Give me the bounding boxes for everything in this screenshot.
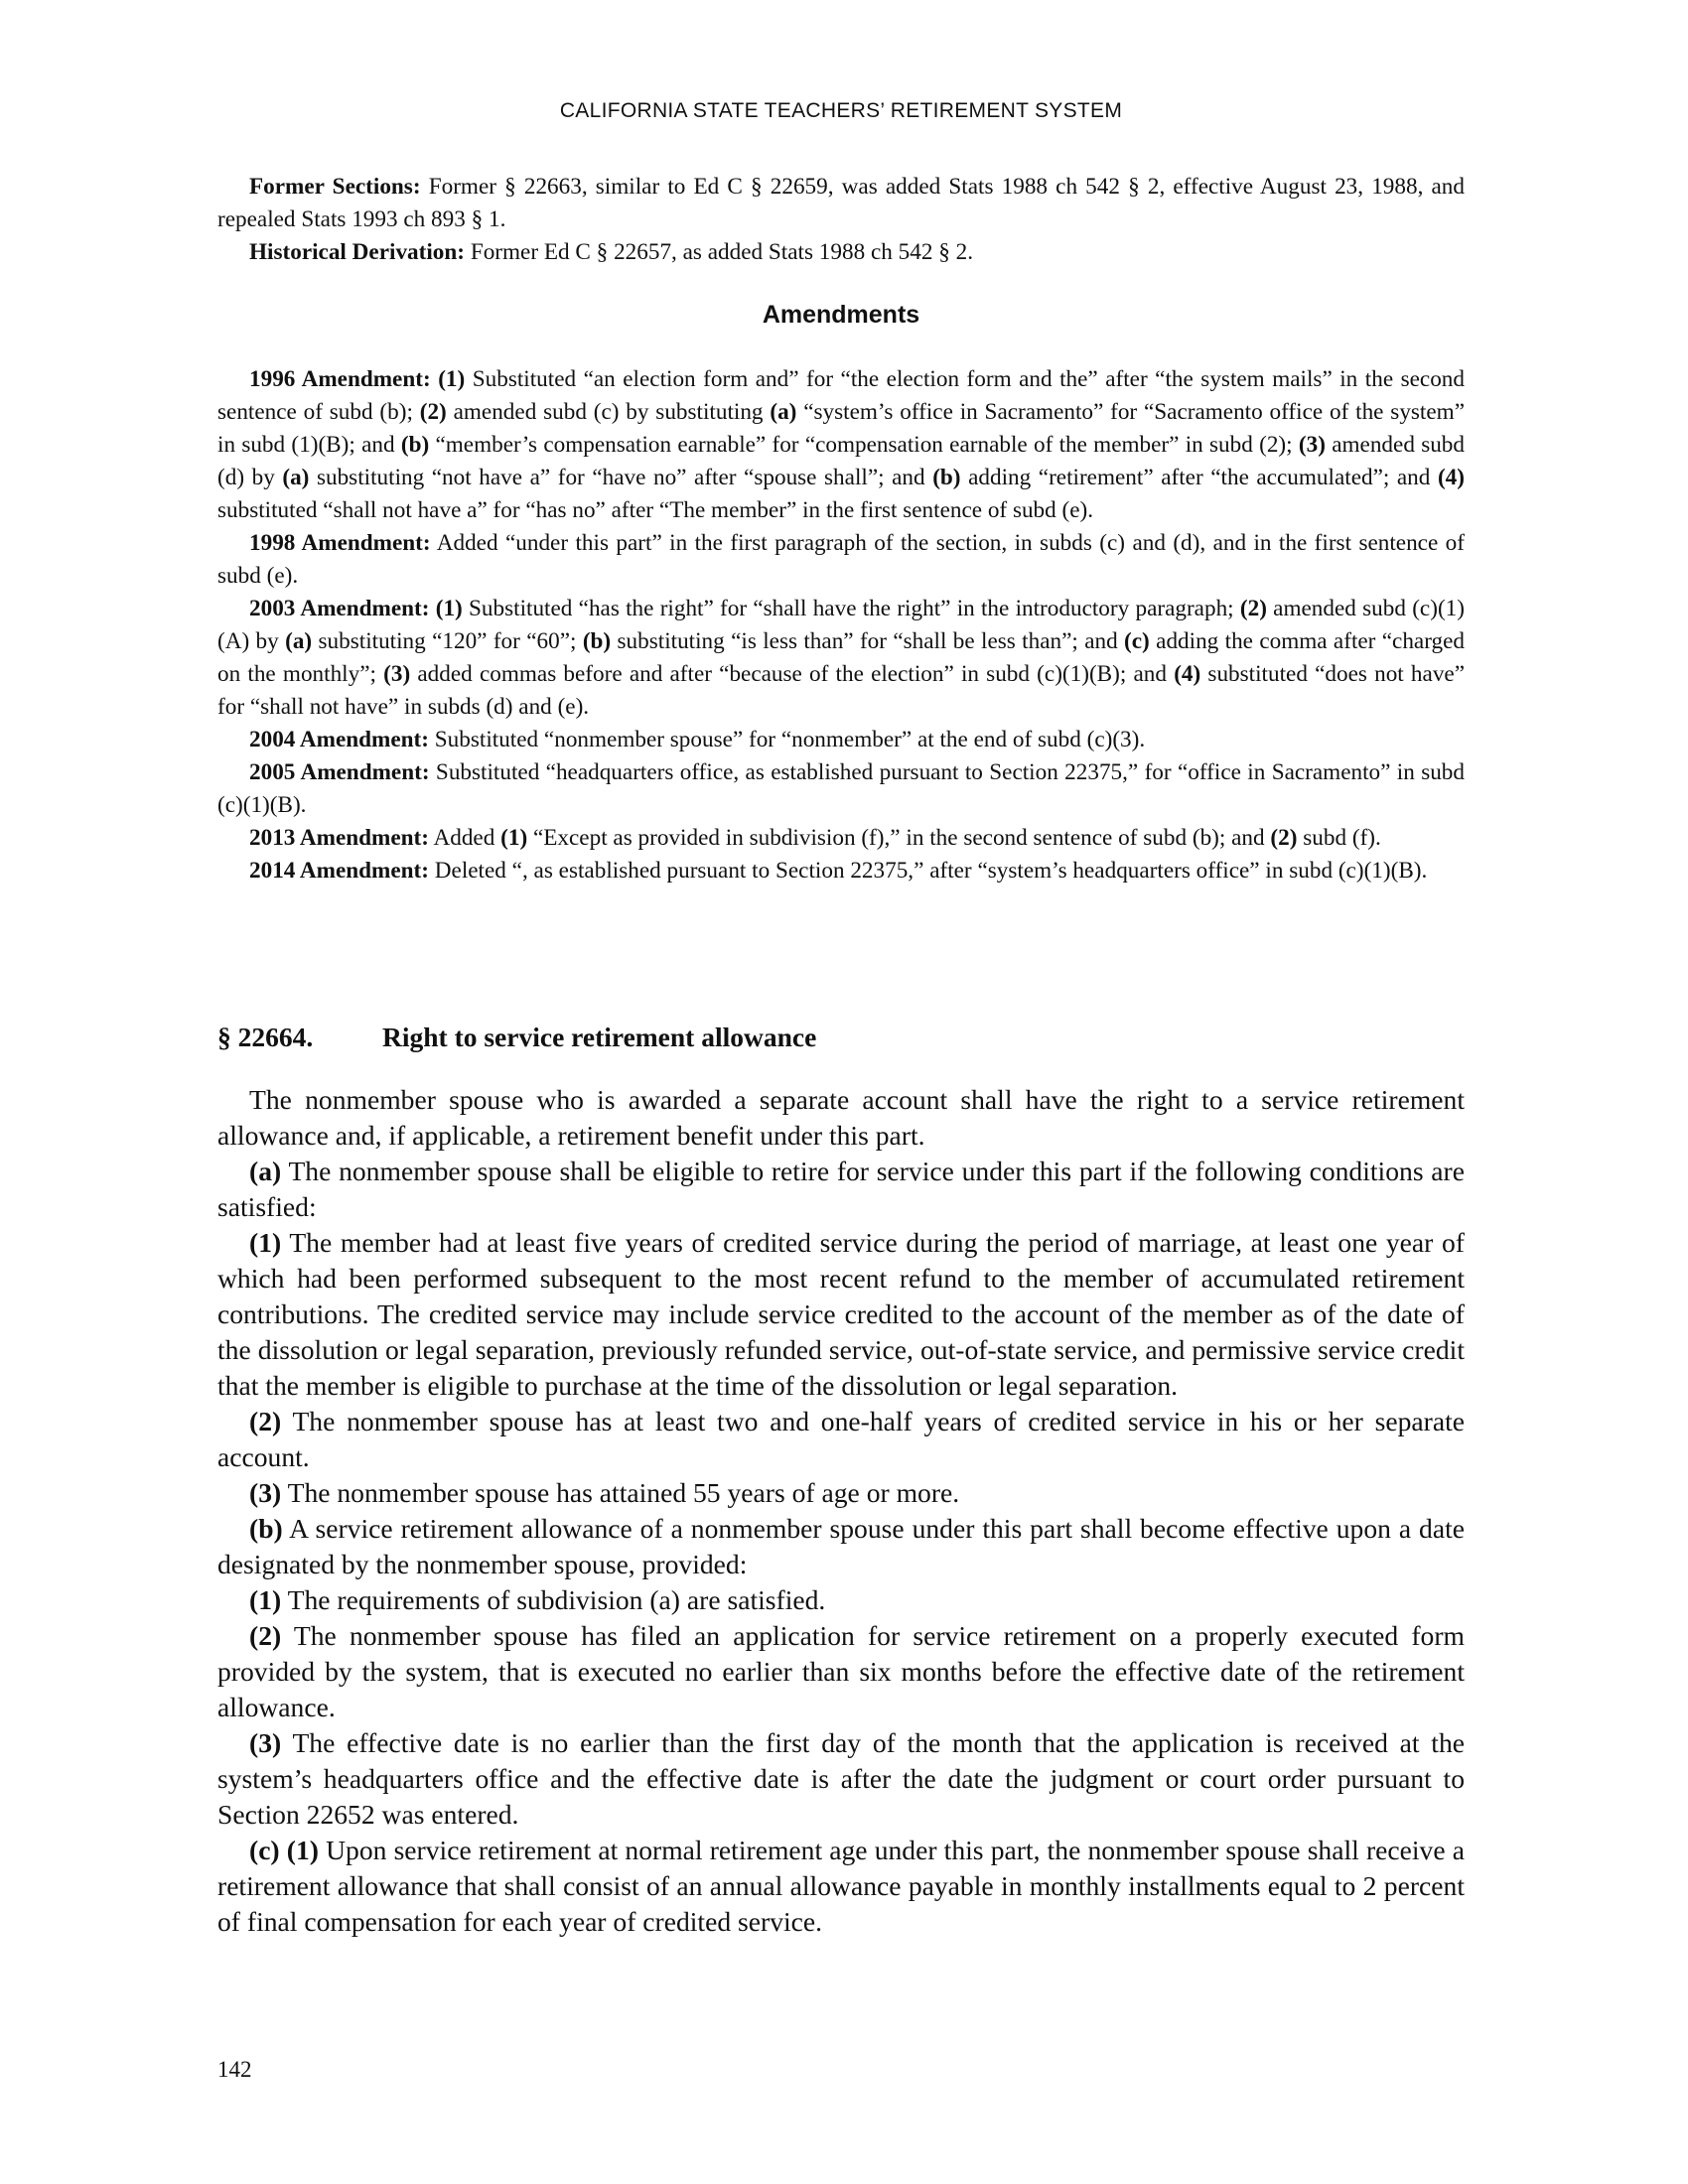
amendment-text: Substituted “headquarters office, as established pursuant to Section 22375,” for “office in Sacramento” in subd (c)(1)(B). [217, 759, 1465, 818]
subdivision-c [217, 1833, 1465, 1940]
item-marker: (1) [500, 825, 528, 851]
running-head: CALIFORNIA STATE TEACHERS’ RETIREMENT SYSTEM [559, 99, 1123, 122]
amendment-text: Added “under this part” in the first paragraph of the section, in subds (c) and (d), and in the first sentence of subd (e). [217, 530, 1465, 589]
paragraph-marker: (2) [249, 1620, 282, 1651]
historical-derivation-note [217, 236, 1465, 269]
item-marker: (a) [282, 465, 310, 490]
amendment-label: 2013 Amendment: [249, 825, 429, 851]
paragraph-marker: (3) [249, 1477, 282, 1508]
amendment-text: substituting “120” for “60”; [312, 628, 583, 654]
item-marker: (3) [1298, 432, 1326, 458]
section-number: § 22664. [217, 1022, 314, 1052]
section-notes [217, 171, 1465, 269]
subdivision-b [217, 1511, 1465, 1582]
amendment-2014 [217, 855, 1465, 887]
amendment-text: amended subd (d) by [217, 432, 1465, 490]
amendments-heading: Amendments [762, 301, 920, 329]
subdivision-a [217, 1154, 1465, 1225]
paragraph-b3 [217, 1725, 1465, 1833]
paragraph-text: The effective date is no earlier than the first day of the month that the application is received at the system’s headquarters office and the effective date is after the date the judgment or court order pursuant to Section 22652 was entered. [217, 1727, 1465, 1830]
item-marker: (2) [1270, 825, 1298, 851]
paragraph-text: The requirements of subdivision (a) are satisfied. [281, 1584, 826, 1615]
paragraph-marker: (1) [249, 1227, 282, 1258]
item-marker: (a) [770, 399, 797, 425]
amendment-label: 2004 Amendment: [249, 727, 429, 752]
amendment-text: “Except as provided in subdivision (f),” in the second sentence of subd (b); and [527, 825, 1271, 851]
section-body [217, 1082, 1465, 1940]
amendment-label: 2003 Amendment: [249, 596, 430, 621]
paragraph-b2 [217, 1618, 1465, 1725]
subdivision-marker: (c) (1) [249, 1835, 319, 1865]
paragraph-marker: (2) [249, 1406, 282, 1436]
amendment-2013 [217, 822, 1465, 855]
amendment-text: added commas before and after “because of the election” in subd (c)(1)(B); and [410, 661, 1175, 687]
amendment-2004 [217, 724, 1465, 756]
item-marker: (b) [400, 432, 430, 458]
amendment-label: 2014 Amendment: [249, 858, 429, 884]
item-marker: (b) [932, 465, 961, 490]
item-marker: (1) [438, 366, 466, 392]
paragraph-marker: (1) [249, 1584, 282, 1615]
subdivision-text: Upon service retirement at normal retirement age under this part, the nonmember spouse shall receive a retirement allowance that shall consist of an annual allowance payable in monthly installments equal to 2 percent of final compensation for each year of credited service. [217, 1835, 1465, 1937]
former-sections-label: Former Sections: [249, 174, 421, 200]
amendment-text: Deleted “, as established pursuant to Section 22375,” after “system’s headquarters office” in subd (c)(1)(B). [428, 858, 1428, 884]
amendment-1996 [217, 363, 1465, 527]
item-marker: (b) [582, 628, 612, 654]
amendment-2005 [217, 756, 1465, 822]
paragraph-marker: (3) [249, 1727, 282, 1758]
item-marker: (c) [1124, 628, 1150, 654]
item-marker: (2) [1239, 596, 1267, 621]
page-number: 142 [217, 2057, 252, 2082]
paragraph-text: The nonmember spouse has filed an application for service retirement on a properly executed form provided by the system, that is executed no earlier than six months before the effective date of the retirement allowance. [217, 1620, 1465, 1722]
subdivision-text: A service retirement allowance of a nonmember spouse under this part shall become effective upon a date designated by the nonmember spouse, provided: [217, 1513, 1465, 1579]
document-page [217, 0, 1465, 2184]
amendment-text: “member’s compensation earnable” for “compensation earnable of the member” in subd (2); [429, 432, 1299, 458]
subdivision-text: The nonmember spouse shall be eligible to retire for service under this part if the following conditions are satisfied: [217, 1156, 1465, 1222]
item-marker: (4) [1174, 661, 1201, 687]
former-sections-text: Former § 22663, similar to Ed C § 22659, was added Stats 1988 ch 542 § 2, effective August 23, 1988, and repealed Stats 1993 ch 893 § 1. [217, 174, 1465, 232]
paragraph-a2 [217, 1404, 1465, 1475]
item-marker: (4) [1437, 465, 1465, 490]
amendments-list [217, 363, 1465, 887]
amendment-text: Substituted “an election form and” for “the election form and the” after “the system mails” in the second sentence of subd (b); [217, 366, 1465, 425]
item-marker: (1) [435, 596, 463, 621]
amendment-text: Added [428, 825, 501, 851]
item-marker: (2) [419, 399, 447, 425]
historical-derivation-text: Former Ed C § 22657, as added Stats 1988 ch 542 § 2. [465, 239, 974, 265]
item-marker: (a) [285, 628, 313, 654]
amendment-text: “system’s office in Sacramento” for “Sacramento office of the system” in subd (1)(B); and [217, 399, 1465, 458]
former-sections-note [217, 171, 1465, 236]
section-heading [217, 1022, 1465, 1053]
amendment-text: substituting “not have a” for “have no” after “spouse shall”; and [309, 465, 933, 490]
amendment-text: adding “retirement” after “the accumulated”; and [960, 465, 1438, 490]
paragraph-a1 [217, 1225, 1465, 1404]
amendment-text: substituted “does not have” for “shall not have” in subds (d) and (e). [217, 661, 1465, 720]
amendment-2003 [217, 593, 1465, 724]
section-title: Right to service retirement allowance [382, 1022, 817, 1052]
paragraph-text: The nonmember spouse has attained 55 years of age or more. [281, 1477, 960, 1508]
historical-derivation-label: Historical Derivation: [249, 239, 466, 265]
amendment-text: substituted “shall not have a” for “has no” after “The member” in the first sentence of subd (e). [217, 497, 1094, 523]
amendment-label: 2005 Amendment: [249, 759, 430, 785]
subdivision-marker: (b) [249, 1513, 283, 1544]
paragraph-a3 [217, 1475, 1465, 1511]
paragraph-text: The member had at least five years of credited service during the period of marriage, at least one year of which had been performed subsequent to the most recent refund to the member of accumulated retirement contributions. The credited service may include service credited to the account of the member as of the date of the dissolution or legal separation, previously refunded service, out-of-state service, and permissive service credit that the member is eligible to purchase at the time of the dissolution or legal separation. [217, 1227, 1465, 1401]
paragraph-b1 [217, 1582, 1465, 1618]
amendment-label: 1996 Amendment: [249, 366, 431, 392]
amendment-text: adding the comma after “charged on the monthly”; [217, 628, 1466, 687]
amendment-text: Substituted “nonmember spouse” for “nonmember” at the end of subd (c)(3). [428, 727, 1146, 752]
amendment-text: Substituted “has the right” for “shall have the right” in the introductory paragraph; [462, 596, 1240, 621]
amendment-text: amended subd (c) by substituting [446, 399, 771, 425]
item-marker: (3) [383, 661, 411, 687]
amendment-text: substituting “is less than” for “shall be less than”; and [611, 628, 1125, 654]
amendment-1998 [217, 527, 1465, 593]
amendment-label: 1998 Amendment: [249, 530, 431, 556]
section-intro: The nonmember spouse who is awarded a separate account shall have the right to a service retirement allowance and, if applicable, a retirement benefit under this part. [217, 1084, 1465, 1151]
subdivision-marker: (a) [249, 1156, 282, 1186]
amendment-text: subd (f). [1297, 825, 1381, 851]
paragraph-text: The nonmember spouse has at least two and one-half years of credited service in his or her separate account. [217, 1406, 1465, 1472]
amendment-text: amended subd (c)(1)(A) by [217, 596, 1465, 654]
